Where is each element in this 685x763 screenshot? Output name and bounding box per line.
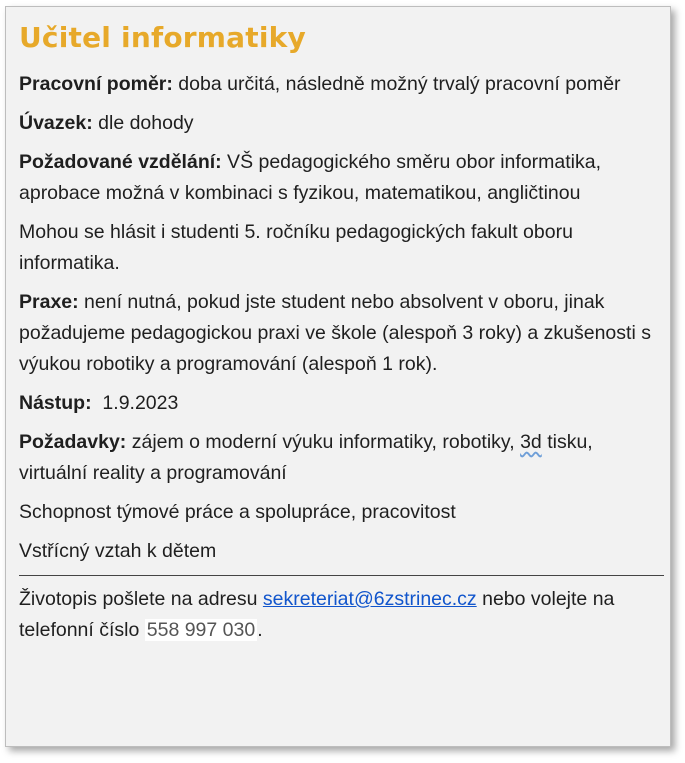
contact-text-middle: nebo volejte na telefonní číslo: [19, 588, 615, 641]
workload-paragraph: [19, 108, 658, 139]
contact-text-before: Životopis pošlete na adresu: [19, 588, 263, 610]
email-link[interactable]: sekreteriat@6zstrinec.cz: [262, 588, 477, 610]
workload-text: dle dohody: [92, 112, 194, 134]
teamwork-paragraph: Schopnost týmové práce a spolupráce, pracovitost: [19, 501, 456, 523]
start-label: Nástup:: [19, 392, 92, 414]
requirements-text-before: zájem o moderní výuku informatiky, robotiky,: [126, 431, 521, 453]
employment-paragraph: [19, 69, 658, 100]
spellcheck-marked-word: 3d: [520, 431, 542, 453]
practice-text: není nutná, pokud jste student nebo absolvent v oboru, jinak požadujeme pedagogickou praxi ve škole (alespoň 3 roky) a zkušenosti s výukou robotiky a programování (alespoň 1 rok).: [19, 291, 651, 375]
requirements-label: Požadavky:: [19, 431, 127, 453]
start-paragraph: [19, 388, 658, 419]
requirements-paragraph: [19, 427, 658, 489]
contact-text-after: .: [257, 619, 263, 641]
start-text: 1.9.2023: [91, 392, 179, 414]
employment-label: Pracovní poměr:: [19, 73, 173, 95]
contact-paragraph: [19, 584, 658, 646]
job-title: Učitel informatiky: [19, 21, 306, 54]
job-posting-box: [5, 6, 671, 747]
practice-label: Praxe:: [19, 291, 79, 313]
education-paragraph: [19, 147, 658, 209]
phone-number: 558 997 030: [146, 619, 256, 641]
students-note: Mohou se hlásit i studenti 5. ročníku pedagogických fakult oboru informatika.: [19, 221, 573, 274]
education-text: VŠ pedagogického směru obor informatika, aprobace možná v kombinaci s fyzikou, matematikou, angličtinou: [19, 151, 602, 204]
requirements-text-after: tisku, virtuální reality a programování: [19, 431, 593, 484]
education-label: Požadované vzdělání:: [19, 151, 222, 173]
divider-line: [19, 575, 664, 576]
workload-label: Úvazek:: [19, 112, 93, 134]
children-paragraph: Vstřícný vztah k dětem: [19, 540, 217, 562]
practice-paragraph: [19, 287, 658, 380]
employment-text: doba určitá, následně možný trvalý pracovní poměr: [172, 73, 621, 95]
